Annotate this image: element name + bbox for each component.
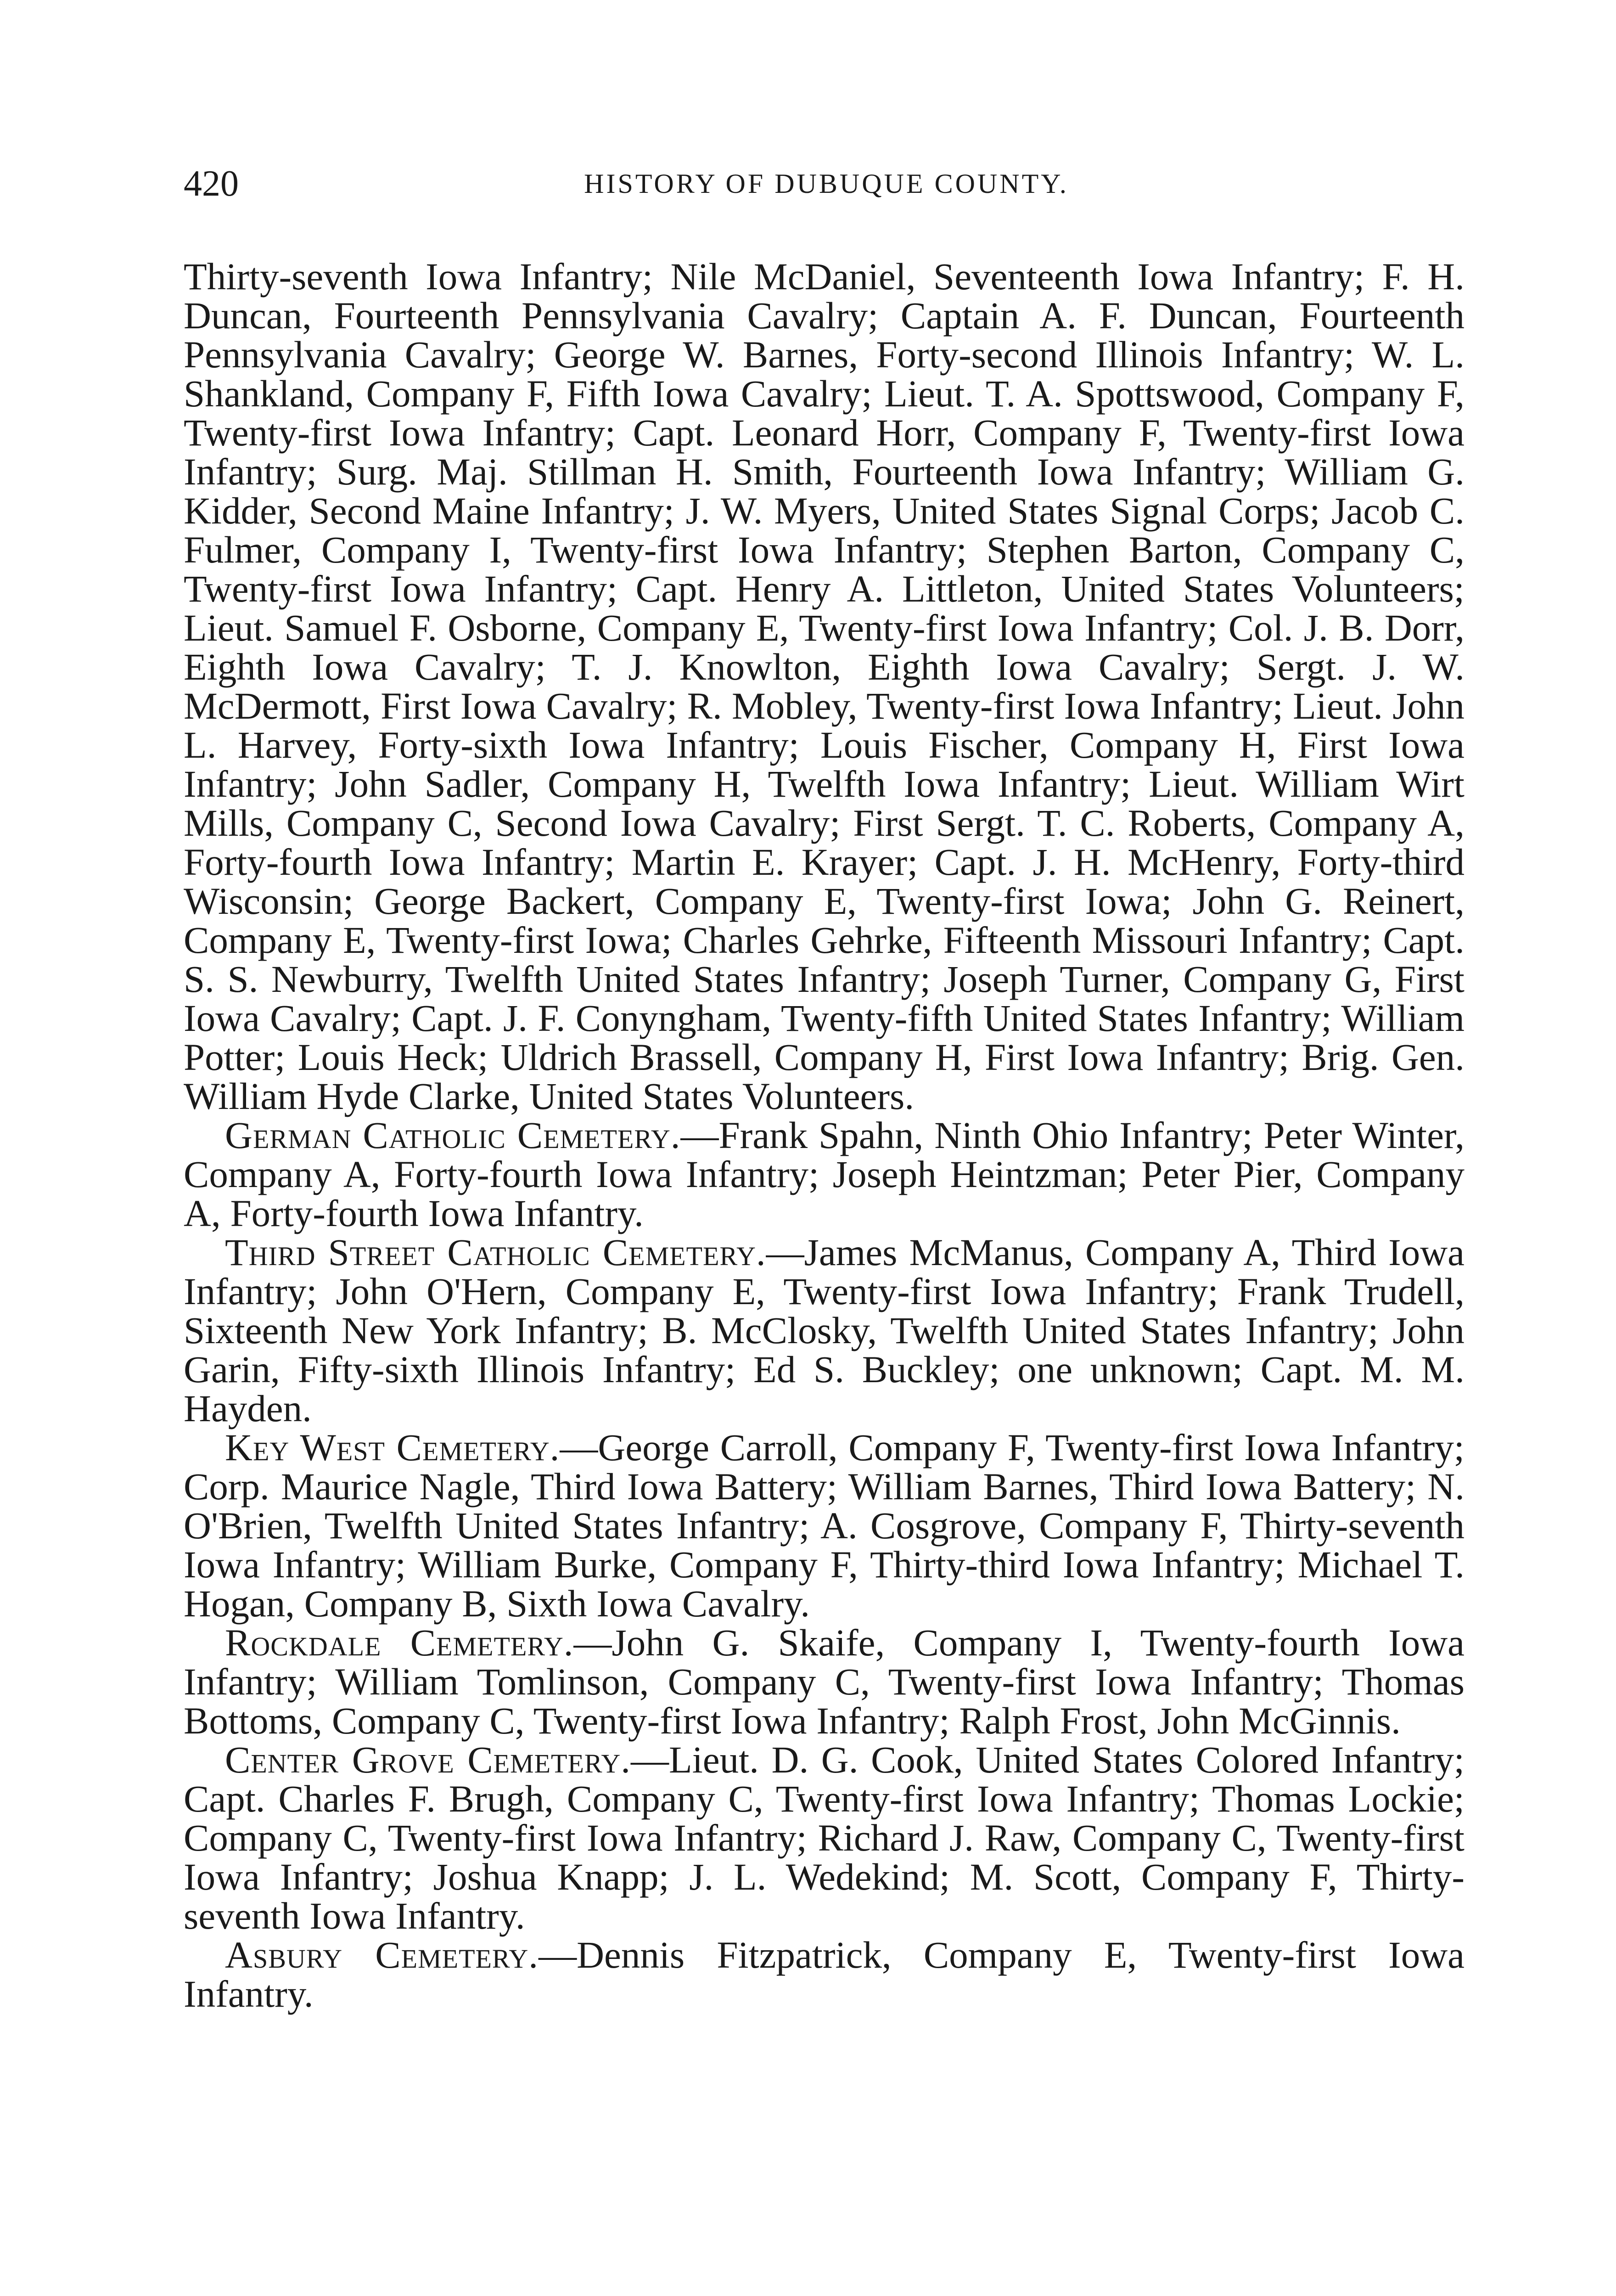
paragraph-text: —George Carroll, Company F, Twenty-first Iowa Infantry; Corp. Maurice Nagle, Third Iowa Battery; William Barnes, Third Iowa Battery; N. O'Brien, Twelfth United States Infantry; A. Cosgrove, Company F, Thirty-seventh Iowa Infantry; William Burke, Company F, Thirty-third Iowa Infantry; Michael T. Hogan, Company B, Sixth Iowa Cavalry. (184, 1426, 1464, 1625)
paragraph-text: —Dennis Fitzpatrick, Company E, Twenty-first Iowa Infantry. (184, 1934, 1464, 2015)
paragraph-text: —James McManus, Company A, Third Iowa Infantry; John O'Hern, Company E, Twenty-first Iowa Infantry; Frank Trudell, Sixteenth New York Infantry; B. McClosky, Twelfth United States Infantry; John Garin, Fifty-sixth Illinois Infantry; Ed S. Buckley; one unknown; Capt. M. M. Hayden. (184, 1231, 1465, 1429)
section-heading: Center Grove Cemetery. (225, 1739, 631, 1781)
paragraph-center-grove-cemetery (184, 1740, 1464, 1936)
paragraph-continued-roster (184, 257, 1464, 1116)
section-heading: Key West Cemetery. (225, 1426, 560, 1469)
section-heading: German Catholic Cemetery. (225, 1114, 681, 1156)
section-heading: Rockdale Cemetery. (225, 1621, 574, 1664)
running-title: HISTORY OF DUBUQUE COUNTY. (584, 169, 1069, 199)
section-heading: Asbury Cemetery. (225, 1934, 539, 1976)
paragraph-text: —Frank Spahn, Ninth Ohio Infantry; Peter Winter, Company A, Forty-fourth Iowa Infantry; Joseph Heintzman; Peter Pier, Company A, Forty-fourth Iowa Infantry. (184, 1114, 1464, 1234)
paragraph-text: —John G. Skaife, Company I, Twenty-fourth Iowa Infantry; William Tomlinson, Company C, Twenty-first Iowa Infantry; Thomas Bottoms, Company C, Twenty-first Iowa Infantry; Ralph Frost, John McGinnis. (184, 1621, 1464, 1742)
body-text (184, 257, 1464, 2014)
paragraph-german-catholic-cemetery (184, 1116, 1464, 1233)
running-head (184, 158, 1469, 209)
page-number: 420 (184, 163, 239, 204)
paragraph-third-street-catholic-cemetery (184, 1233, 1464, 1428)
paragraph-asbury-cemetery (184, 1936, 1464, 2014)
paragraph-rockdale-cemetery (184, 1623, 1464, 1740)
paragraph-text: Thirty-seventh Iowa Infantry; Nile McDaniel, Seventeenth Iowa Infantry; F. H. Duncan, Fourteenth Pennsylvania Cavalry; Captain A. F. Duncan, Fourteenth Pennsylvania Cavalry; George W. Barnes, Forty-second Illinois Infantry; W. L. Shankland, Company F, Fifth Iowa Cavalry; Lieut. T. A. Spottswood, Company F, Twenty-first Iowa Infantry; Capt. Leonard Horr, Company F, Twenty-first Iowa Infantry; Surg. Maj. Stillman H. Smith, Fourteenth Iowa Infantry; William G. Kidder, Second Maine Infantry; J. W. Myers, United States Signal Corps; Jacob C. Fulmer, Company I, Twenty-first Iowa Infantry; Stephen Barton, Company C, Twenty-first Iowa Infantry; Capt. Henry A. Littleton, United States Volunteers; Lieut. Samuel F. Osborne, Company E, Twenty-first Iowa Infantry; Col. J. B. Dorr, Eighth Iowa Cavalry; T. J. Knowlton, Eighth Iowa Cavalry; Sergt. J. W. McDermott, First Iowa Cavalry; R. Mobley, Twenty-first Iowa Infantry; Lieut. John L. Harvey, Forty-sixth Iowa Infantry; Louis Fischer, Company H, First Iowa Infantry; John Sadler, Company H, Twelfth Iowa Infantry; Lieut. William Wirt Mills, Company C, Second Iowa Cavalry; First Sergt. T. C. Roberts, Company A, Forty-fourth Iowa Infantry; Martin E. Krayer; Capt. J. H. McHenry, Forty-third Wisconsin; George Backert, Company E, Twenty-first Iowa; John G. Reinert, Company E, Twenty-first Iowa; Charles Gehrke, Fifteenth Missouri Infantry; Capt. S. S. Newburry, Twelfth United States Infantry; Joseph Turner, Company G, First Iowa Cavalry; Capt. J. F. Conyngham, Twenty-fifth United States Infantry; William Potter; Louis Heck; Uldrich Brassell, Company H, First Iowa Infantry; Brig. Gen. William Hyde Clarke, United States Volunteers. (184, 255, 1464, 1117)
section-heading: Third Street Catholic Cemetery. (225, 1231, 766, 1273)
paragraph-text: —Lieut. D. G. Cook, United States Colored Infantry; Capt. Charles F. Brugh, Company C, Twenty-first Iowa Infantry; Thomas Lockie; Company C, Twenty-first Iowa Infantry; Richard J. Raw, Company C, Twenty-first Iowa Infantry; Joshua Knapp; J. L. Wedekind; M. Scott, Company F, Thirty-seventh Iowa Infantry. (184, 1739, 1464, 1937)
paragraph-key-west-cemetery (184, 1428, 1464, 1623)
